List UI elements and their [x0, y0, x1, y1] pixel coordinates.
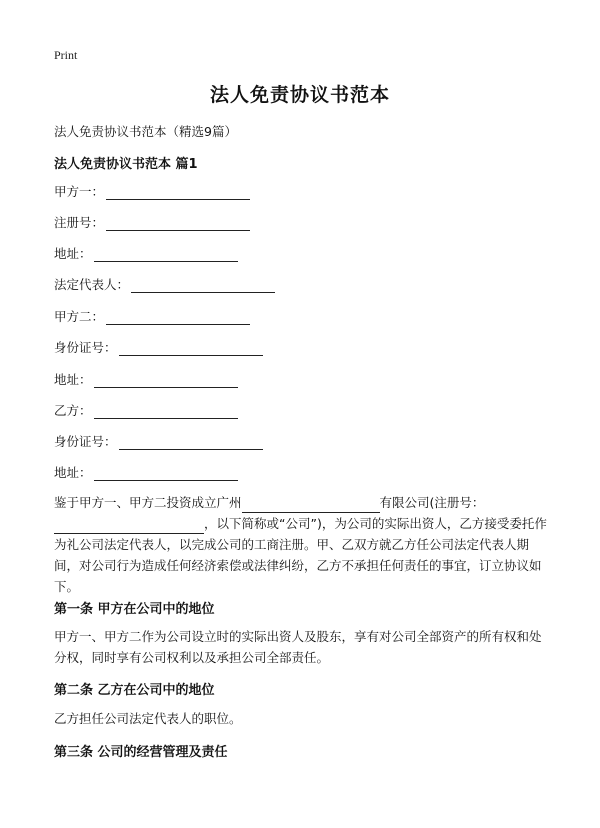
- section-heading: 法人免责协议书范本 篇1: [54, 157, 198, 172]
- blank-line[interactable]: [94, 373, 238, 388]
- blank-line[interactable]: [94, 247, 238, 262]
- field-label: 法定代表人：: [54, 277, 130, 292]
- article-2-heading: 第二条 乙方在公司中的地位: [54, 683, 215, 698]
- field-id-number-1: [54, 338, 263, 356]
- field-label: 甲方二：: [54, 309, 105, 324]
- field-party-a2: [54, 307, 250, 325]
- blank-line[interactable]: [94, 466, 238, 481]
- article-1-body: 甲方一、甲方二作为公司设立时的实际出资人及股东，享有对公司全部资产的所有权和处分权，同时享有公司权利以及承担公司全部责任。: [54, 629, 542, 665]
- intro-paragraph: [54, 492, 548, 597]
- blank-line[interactable]: [131, 278, 275, 293]
- field-label: 身份证号：: [54, 434, 117, 449]
- field-address-2: [54, 370, 238, 388]
- article-3-heading: 第三条 公司的经营管理及责任: [54, 745, 228, 760]
- blank-line[interactable]: [119, 435, 263, 450]
- field-party-b: [54, 401, 238, 419]
- blank-line[interactable]: [106, 185, 250, 200]
- blank-line[interactable]: [106, 310, 250, 325]
- field-registration-number: [54, 213, 250, 231]
- field-label: 注册号：: [54, 215, 105, 230]
- document-title: 法人免责协议书范本: [209, 84, 390, 106]
- intro-text-2: 有限公司(注册号：: [379, 495, 485, 510]
- field-label: 地址：: [54, 372, 92, 387]
- field-party-a1: [54, 182, 250, 200]
- field-id-number-2: [54, 432, 263, 450]
- field-address-1: [54, 244, 238, 262]
- intro-text-3: ，以下简称或“公司”)，为公司的实际出资人，乙方接受委托作为礼公司法定代表人，以完成公司的工商注册。甲、乙双方就乙方任公司法定代表人期间，对公司行为造成任何经济索偿或法律纠纷，乙方不承担任何责任的事宜，订立协议如下。: [54, 516, 547, 594]
- print-label[interactable]: Print: [54, 48, 78, 62]
- field-label: 地址：: [54, 246, 92, 261]
- field-label: 甲方一：: [54, 184, 105, 199]
- field-label: 地址：: [54, 465, 92, 480]
- company-name-blank[interactable]: [242, 498, 380, 513]
- field-label: 乙方：: [54, 403, 92, 418]
- article-1-heading: 第一条 甲方在公司中的地位: [54, 602, 215, 617]
- field-label: 身份证号：: [54, 340, 117, 355]
- article-2-body: 乙方担任公司法定代表人的职位。: [54, 711, 242, 726]
- document-subtitle: 法人免责协议书范本（精选9篇）: [54, 124, 237, 139]
- intro-text-1: 鉴于甲方一、甲方二投资成立广州: [54, 495, 242, 510]
- blank-line[interactable]: [106, 216, 250, 231]
- field-address-3: [54, 463, 238, 481]
- field-legal-representative: [54, 275, 275, 293]
- blank-line[interactable]: [94, 404, 238, 419]
- registration-number-blank[interactable]: [54, 519, 204, 534]
- blank-line[interactable]: [119, 341, 263, 356]
